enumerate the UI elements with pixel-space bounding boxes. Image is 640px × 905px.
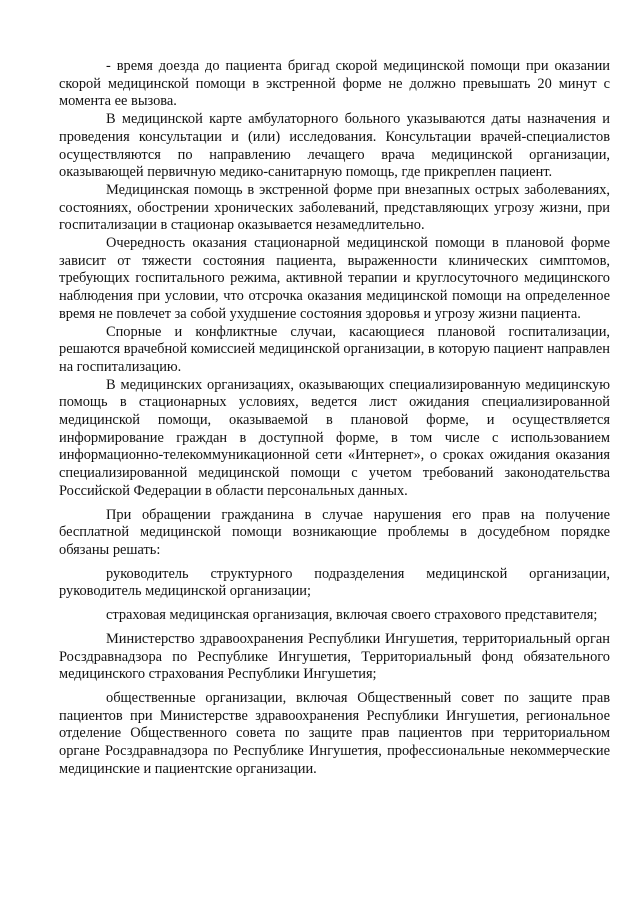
- list-item-insurance-org: страховая медицинская организация, включая своего страхового представителя;: [106, 607, 598, 624]
- paragraph-outpatient-card: В медицинской карте амбулаторного больного указываются даты назначения и проведения консультации и (или) исследования. Консультации врачей-специалистов осуществляются по направлению лечащего врача медицинской организации, оказывающей первичную медико-санитарную помощь, где прикреплен пациент.: [59, 111, 610, 181]
- list-item-department-head: руководитель структурного подразделения медицинской организации, руководитель медицинской организации;: [59, 565, 610, 600]
- list-item-public-orgs: общественные организации, включая Общественный совет по защите прав пациентов при Министерстве здравоохранения Республики Ингушетия, региональное отделение Общественного совета по защите прав пациентов при территориальном органе Росздравнадзора по Республике Ингушетия, профессиональные некоммерческие медицинские и пациентские организации.: [59, 689, 610, 777]
- paragraph-rights-violation: При обращении гражданина в случае нарушения его прав на получение бесплатной медицинской помощи возникающие проблемы в досудебном порядке обязаны решать:: [59, 506, 610, 558]
- paragraph-arrival-time: - время доезда до пациента бригад скорой медицинской помощи при оказании скорой медицинской помощи в экстренной форме не должно превышать 20 минут с момента ее вызова.: [59, 58, 610, 110]
- paragraph-disputes: Спорные и конфликтные случаи, касающиеся плановой госпитализации, решаются врачебной комиссией медицинской организации, в которую пациент направлен на госпитализацию.: [59, 323, 610, 375]
- document-page: [59, 58, 610, 778]
- list-item-ministry: Министерство здравоохранения Республики Ингушетия, территориальный орган Росздравнадзора по Республике Ингушетия, Территориальный фонд обязательного медицинского страхования Республики Ингушетия;: [59, 630, 610, 683]
- paragraph-inpatient-queue: Очередность оказания стационарной медицинской помощи в плановой форме зависит от тяжести состояния пациента, выраженности клинических симптомов, требующих госпитального режима, активной терапии и круглосуточного медицинского наблюдения при условии, что отсрочка оказания медицинской помощи на определенное время не повлечет за собой ухудшение состояния здоровья и угрозу жизни пациента.: [59, 235, 610, 322]
- paragraph-emergency-care: Медицинская помощь в экстренной форме при внезапных острых заболеваниях, состояниях, обострении хронических заболеваний, представляющих угрозу жизни, при госпитализации в стационар оказывается незамедлительно.: [59, 181, 610, 234]
- paragraph-waiting-list: В медицинских организациях, оказывающих специализированную медицинскую помощь в стационарных условиях, ведется лист ожидания специализированной медицинской помощи, оказываемой в плановой форме, и осуществляется информирование граждан в доступной форме, в том числе с использованием информационно-телекоммуникационной сети «Интернет», о сроках ожидания оказания специализированной медицинской помощи с учетом требований законодательства Российской Федерации в области персональных данных.: [59, 376, 610, 499]
